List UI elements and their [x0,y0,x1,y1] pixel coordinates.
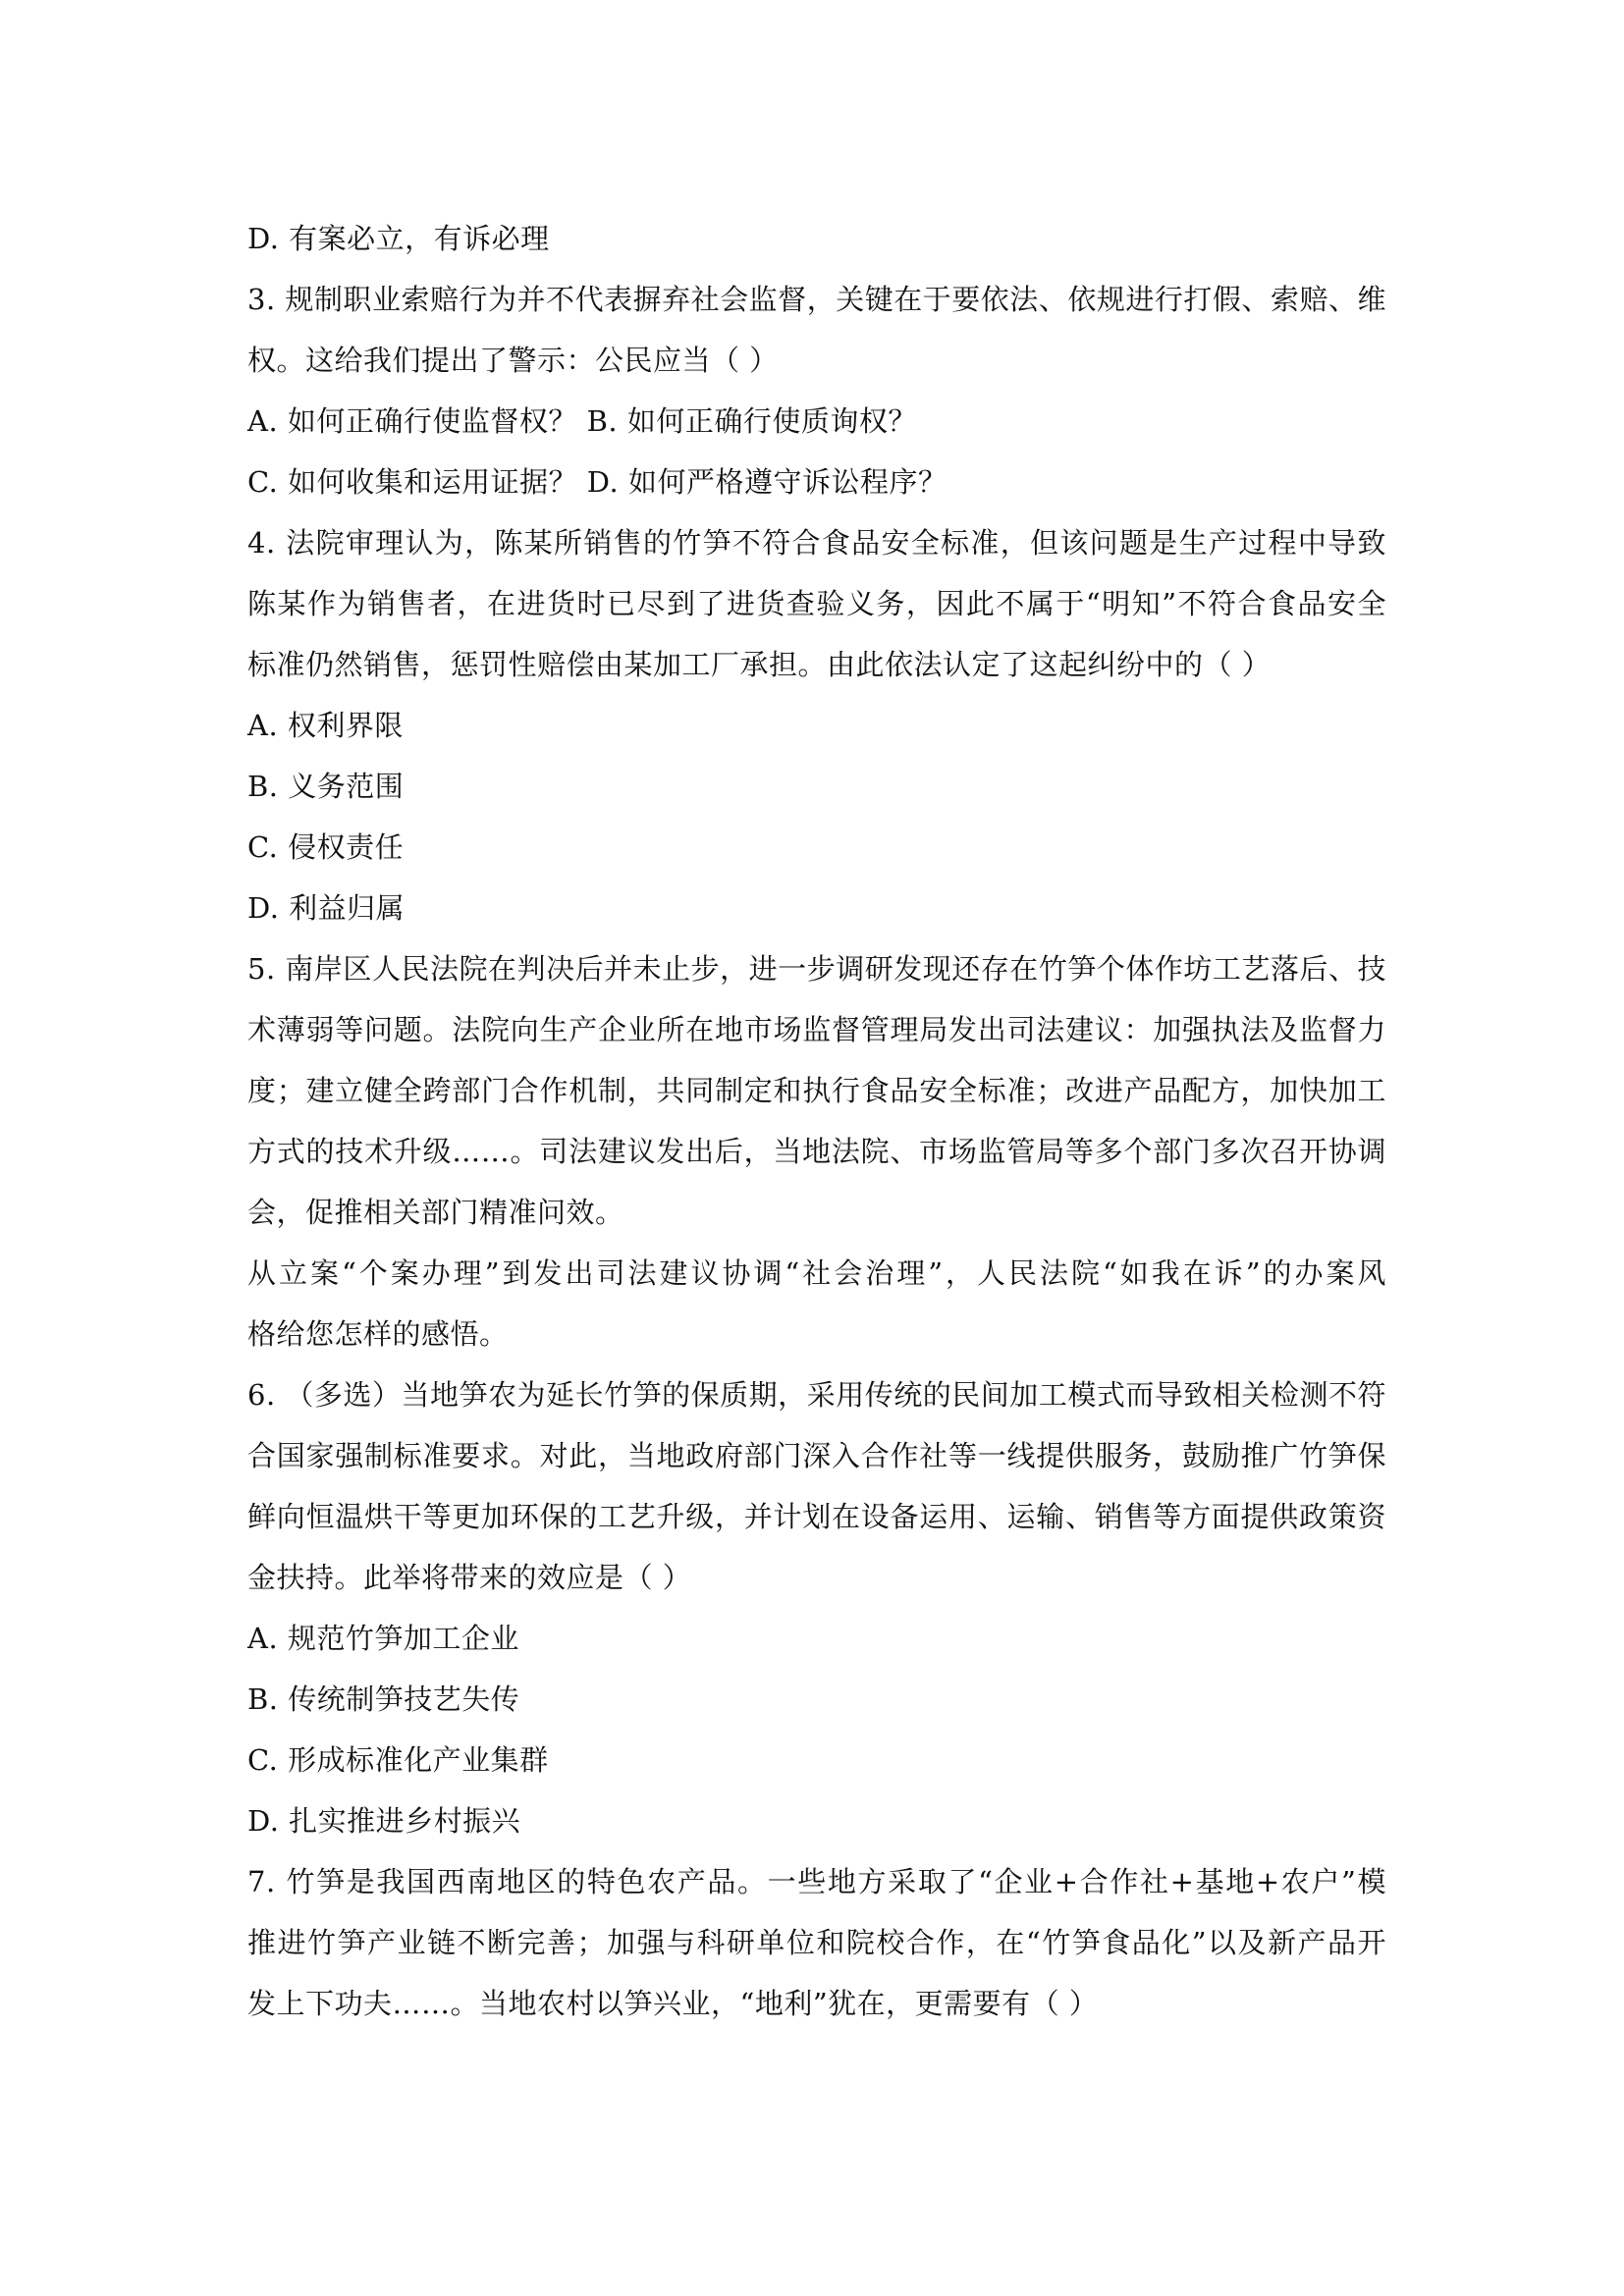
document-text-line: 鲜向恒温烘干等更加环保的工艺升级，并计划在设备运用、运输、销售等方面提供政策资 [247,1500,1386,1533]
document-text-line: 度；建立健全跨部门合作机制，共同制定和执行食品安全标准；改进产品配方，加快加工 [247,1074,1386,1107]
document-text-line: 发上下功夫……。当地农村以笋兴业，“地利”犹在，更需要有（ ） [247,1987,1099,2020]
document-text-line: D. 有案必立，有诉必理 [247,222,550,255]
document-text-line: 推进竹笋产业链不断完善；加强与科研单位和院校合作，在“竹笋食品化”以及新产品开 [247,1926,1386,1959]
document-text-line: 5. 南岸区人民法院在判决后并未止步，进一步调研发现还存在竹笋个体作坊工艺落后、技 [247,952,1386,986]
document-text-line: 会，促推相关部门精准问效。 [247,1196,624,1229]
document-text-line: A. 权利界限 [247,709,404,742]
document-text-line: 术薄弱等问题。法院向生产企业所在地市场监督管理局发出司法建议：加强执法及监督力 [247,1013,1386,1046]
document-text-line: 权。这给我们提出了警示：公民应当（ ） [247,344,779,377]
document-text-line: 从立案“个案办理”到发出司法建议协调“社会治理”，人民法院“如我在诉”的办案风 [247,1256,1386,1290]
document-text-line: 方式的技术升级……。司法建议发出后，当地法院、市场监管局等多个部门多次召开协调 [247,1135,1386,1168]
document-text-line: 合国家强制标准要求。对此，当地政府部门深入合作社等一线提供服务，鼓励推广竹笋保 [247,1439,1386,1472]
document-text-line: B. 传统制笋技艺失传 [247,1682,520,1716]
document-text-line: A. 规范竹笋加工企业 [247,1622,519,1655]
document-body [247,208,1386,2034]
document-text-line: 金扶持。此举将带来的效应是（ ） [247,1561,692,1594]
document-text-line: D. 扎实推进乡村振兴 [247,1804,521,1838]
document-text-line: C. 形成标准化产业集群 [247,1743,549,1777]
document-text-line: 陈某作为销售者，在进货时已尽到了进货查验义务，因此不属于“明知”不符合食品安全 [247,587,1386,620]
document-text-line: B. 义务范围 [247,770,405,803]
document-text-line: 7. 竹笋是我国西南地区的特色农产品。一些地方采取了“企业+合作社+基地+农户”模 [247,1865,1386,1898]
document-text-line: C. 侵权责任 [247,830,405,864]
document-text-line: D. 利益归属 [247,891,406,925]
document-text-line: 4. 法院审理认为，陈某所销售的竹笋不符合食品安全标准，但该问题是生产过程中导致 [247,526,1386,560]
document-text-line: 标准仍然销售，惩罚性赔偿由某加工厂承担。由此依法认定了这起纠纷中的（ ） [247,648,1272,681]
document-text-line: 3. 规制职业索赔行为并不代表摒弃社会监督，关键在于要依法、依规进行打假、索赔、维 [247,283,1386,316]
document-text-line: C. 如何收集和运用证据？ D. 如何严格遵守诉讼程序？ [247,465,947,499]
document-text-line: A. 如何正确行使监督权？ B. 如何正确行使质询权？ [247,404,917,438]
document-text-line: 6. （多选）当地笋农为延长竹笋的保质期，采用传统的民间加工模式而导致相关检测不符 [247,1378,1386,1412]
document-text-line: 格给您怎样的感悟。 [247,1317,509,1351]
